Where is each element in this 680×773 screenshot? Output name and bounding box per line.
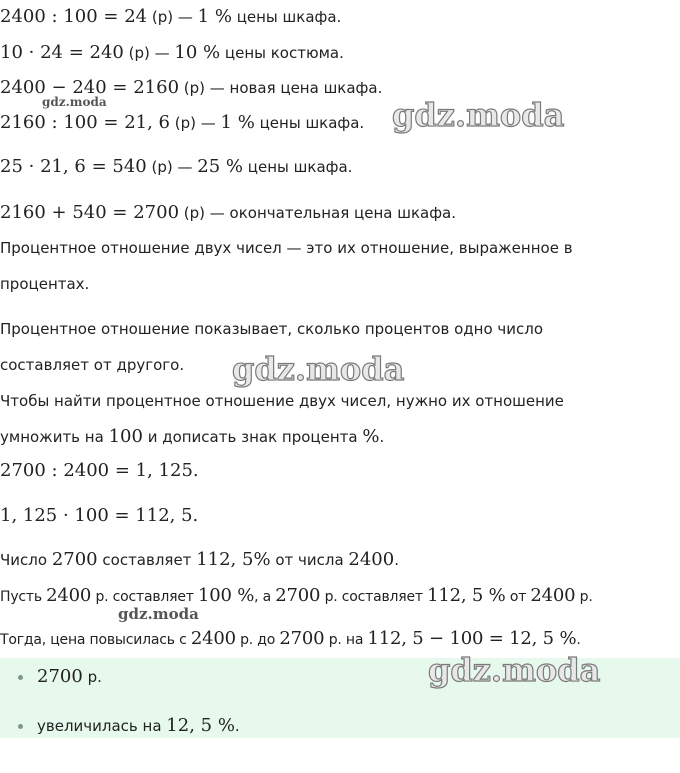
solution-line-4 [0, 112, 364, 134]
formula: 2160 + 540 = 2700 [0, 202, 180, 223]
formula: 2400 [190, 628, 236, 649]
formula: 2400 : 100 = 24 [0, 6, 148, 27]
solution-line-2 [0, 42, 344, 64]
calc-1: 2700 : 2400 = 1, 125. [0, 460, 199, 481]
text: (р) — новая цена шкафа. [179, 79, 383, 97]
answer-item-2 [18, 715, 240, 737]
text: цены шкафа. [231, 8, 342, 26]
watermark-logo: gdz.moda [118, 605, 199, 623]
text: р. составляет [91, 589, 198, 605]
formula: 112, 5 − 100 = 12, 5 % [367, 628, 577, 649]
text: р. [82, 668, 102, 686]
definition-2: Процентное отношение показывает, сколько процентов одно число [0, 320, 544, 338]
text: , а [254, 589, 276, 605]
text: от [505, 589, 531, 605]
formula: 1 % [197, 6, 232, 27]
formula: 2400 − 240 = 2160 [0, 77, 180, 98]
definition-1b: процентах. [0, 275, 90, 293]
sentence-1 [0, 549, 399, 571]
formula: 112, 5% [196, 549, 271, 570]
sentence-3 [0, 628, 581, 651]
formula: 25 · 21, 6 = 540 [0, 156, 147, 177]
definition-3b [0, 426, 384, 448]
formula: 2400 [348, 549, 395, 570]
text: р. на [324, 632, 368, 648]
watermark-logo: gdz.moda [392, 96, 565, 134]
text: и дописать знак процента [142, 428, 363, 446]
formula: 112, 5 % [427, 585, 506, 606]
bullet-icon [18, 724, 23, 729]
formula: 2700 [279, 628, 325, 649]
text: (р) — [123, 44, 175, 62]
text: р. до [235, 632, 280, 648]
text: р. составляет [320, 589, 428, 605]
formula: 100 [108, 426, 143, 447]
sentence-2 [0, 585, 593, 608]
formula: 1 % [220, 112, 255, 133]
formula: 100 % [197, 585, 255, 606]
text: Тогда, цена повысилась с [0, 632, 191, 648]
answer-item-1 [18, 666, 102, 688]
text: цены шкафа. [243, 158, 353, 176]
formula: 10 · 24 = 240 [0, 42, 124, 63]
solution-line-6 [0, 202, 456, 224]
text: (р) — [170, 114, 221, 132]
formula: 12, 5 % [166, 715, 235, 736]
watermark-logo: gdz.moda [232, 350, 405, 388]
text: . [394, 551, 399, 569]
calc-2: 1, 125 · 100 = 112, 5. [0, 505, 199, 526]
formula: 25 % [197, 156, 244, 177]
text: цены костюма. [220, 44, 344, 62]
definition-1: Процентное отношение двух чисел — это их отношение, выраженное в [0, 239, 573, 257]
formula: 2400 [46, 585, 92, 606]
solution-line-1 [0, 6, 341, 28]
formula: 2400 [530, 585, 576, 606]
text: цены шкафа. [254, 114, 365, 132]
solution-line-5 [0, 156, 352, 178]
watermark-logo: gdz.moda [428, 651, 601, 689]
text: р. [575, 589, 593, 605]
bullet-icon [18, 675, 23, 680]
formula: 2700 [275, 585, 321, 606]
formula: 2160 : 100 = 21, 6 [0, 112, 170, 133]
text: . [234, 717, 240, 735]
watermark-logo: gdz.moda [42, 95, 107, 109]
text: . [576, 632, 581, 648]
formula: 10 % [174, 42, 221, 63]
text: (р) — [146, 158, 198, 176]
text: Пусть [0, 589, 47, 605]
text: . [379, 428, 385, 446]
text: (р) — окончательная цена шкафа. [179, 204, 456, 222]
text: увеличилась на [37, 717, 167, 735]
definition-3: Чтобы найти процентное отношение двух чисел, нужно их отношение [0, 392, 564, 410]
formula: 2700 [37, 666, 83, 687]
text: (р) — [147, 8, 198, 26]
text: Число [0, 551, 52, 569]
formula: % [362, 426, 380, 447]
text: умножить на [0, 428, 109, 446]
formula: 2700 [51, 549, 98, 570]
definition-2b: составляет от другого. [0, 356, 185, 374]
text: от числа [270, 551, 349, 569]
text: составляет [97, 551, 197, 569]
